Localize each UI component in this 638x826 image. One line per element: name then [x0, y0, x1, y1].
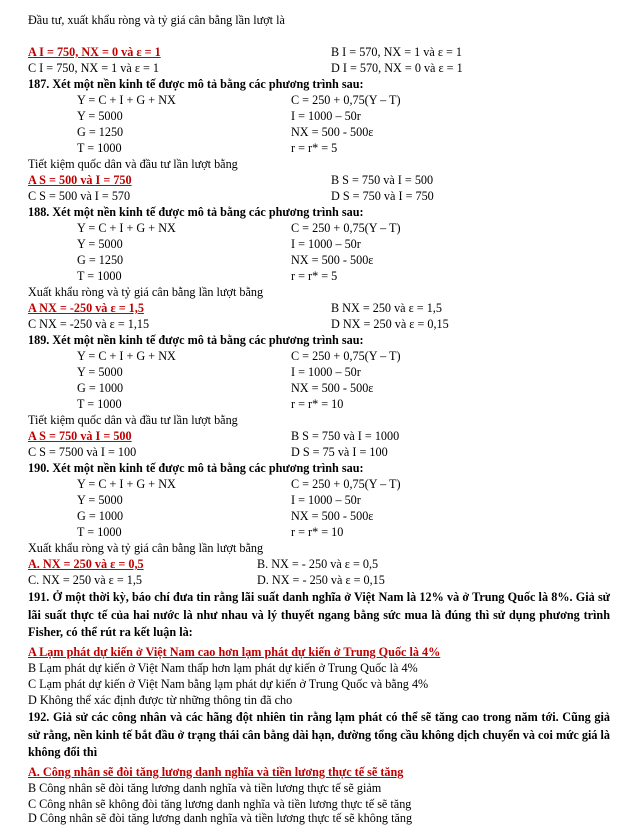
answer-option: B NX = 250 và ε = 1,5	[331, 301, 442, 315]
correct-answer: A Lạm phát dự kiến ở Việt Nam cao hơn lạm phát dự kiến ở Trung Quốc là 4%	[28, 645, 441, 659]
answer-option: B S = 750 và I = 1000	[291, 429, 400, 443]
document-page: Đầu tư, xuất khẩu ròng và tỷ giá cân bằng lần lượt là A I = 750, NX = 0 và ε = 1 B I = 570, NX = 1 và ε = 1 C I = 750, NX = 1 và ε = 1 D I = 570, NX = 0 và ε = 1 187. Xét một nền kinh tế được mô tả bằng các phương trình sau: Y = C + I + G + NX C = 250 + 0,75(Y – T) Y = 5000 I = 1000 – 50r G = 1250 NX = 500 - 500ε T = 1000 r = r* = 5 Tiết kiệm quốc dân và đầu tư lần lượt bằng A S = 500 và I = 750 B S = 750 và I = 500 C S = 500 và I = 570 D S = 750 và I = 750 188. Xét một nền kinh tế được mô tả bằng các phương trình sau: Y = C + I + G + NX C = 250 + 0,75(Y – T) Y = 5000 I = 1000 – 50r G = 1250 NX = 500 - 500ε T = 1000 r = r* = 5 Xuất khẩu ròng và tỷ giá cân bằng lần lượt bằng A NX = -250 và ε = 1,5 B NX = 250 và ε = 1,5 C NX = -250 và ε = 1,15 D NX = 250 và ε = 0,15 189. Xét một nền kinh tế được mô tả bằng các phương trình sau: Y = C + I + G + NX C = 250 + 0,75(Y – T) Y = 5000 I = 1000 – 50r G = 1000 NX = 500 - 500ε T = 1000 r = r* = 10 Tiết kiệm quốc dân và đầu tư lần lượt bằng A S = 750 và I = 500 B S = 750 và I = 1000 C S = 7500 và I = 100 D S = 75 và I = 100 190. Xét một nền kinh tế được mô tả bằng các phương trình sau: Y = C + I + G + NX C = 250 + 0,75(Y – T) Y = 5000 I = 1000 – 50r G = 1000 NX = 500 - 500ε T = 1000 r = r* = 10 Xuất khẩu ròng và tỷ giá cân bằng lần lượt bằng A. NX = 250 và ε = 0,5 B. NX = - 250 và ε = 0,5 C. NX = 250 và ε = 1,5 D. NX = - 250 và ε = 0,15 191. Ở một thời kỳ, báo chí đưa tin rằng lãi suất danh nghĩa ở Việt Nam là 12% và ở Trung Quốc là 8%. Giả sử lãi suất thực tế của hai nước là như nhau và lý thuyết ngang bằng sức mua là đúng thì sử dụng phương trình Fisher, có thể rút ra kết luận là: A Lạm phát dự kiến ở Việt Nam cao hơn lạm phát dự kiến ở Trung Quốc là 4% B Lạm phát dự kiến ở Việt Nam thấp hơn lạm phát dự kiến ở Trung Quốc là 4% C Lạm phát dự kiến ở Việt Nam bằng lạm phát dự kiến ở Trung Quốc và bằng 4% D Không thể xác định được từ những thông tin đã cho 192. Giả sử các công nhân và các hãng đột nhiên tin rằng lạm phát có thể sẽ tăng cao trong năm tới. Cũng giả sử rằng, nền kinh tế bắt đầu ở trạng thái cân bằng dài hạn, đường tổng cầu không dịch chuyển và coi mức giá là không đổi thì A. Công nhân sẽ đòi tăng lương danh nghĩa và tiền lương thực tế sẽ tăng B Công nhân sẽ đòi tăng lương danh nghĩa và tiền lương thực tế sẽ giảm C Công nhân sẽ không đòi tăng lương danh nghĩa và tiền lương thực tế sẽ tăng D Công nhân sẽ đòi tăng lương danh nghĩa và tiền lương thực tế sẽ không tăng	[28, 13, 610, 825]
answer-option: B Lạm phát dự kiến ở Việt Nam thấp hơn lạm phát dự kiến ở Trung Quốc là 4%	[28, 661, 418, 675]
answer-option: D Công nhân sẽ đòi tăng lương danh nghĩa và tiền lương thực tế sẽ không tăng	[28, 811, 413, 825]
answer-option: C S = 7500 và I = 100	[28, 445, 137, 459]
answer-option: D Không thể xác định được từ những thông tin đã cho	[28, 693, 293, 707]
correct-answer: A S = 500 và I = 750	[28, 173, 132, 187]
answer-option: C Lạm phát dự kiến ở Việt Nam bằng lạm phát dự kiến ở Trung Quốc và bằng 4%	[28, 677, 429, 691]
answer-option: D I = 570, NX = 0 và ε = 1	[331, 61, 463, 75]
correct-answer: A. Công nhân sẽ đòi tăng lương danh nghĩa và tiền lương thực tế sẽ tăng	[28, 765, 404, 779]
question-title: 192. Giả sử các công nhân và các hãng đột nhiên tin rằng lạm phát có thể sẽ tăng cao trong năm tới. Cũng giả sử rằng, nền kinh tế bắt đầu ở trạng thái cân bằng dài hạn, đường tổng cầu không dịch chuyển và coi mức giá là không đổi thì	[28, 710, 610, 759]
correct-answer: A S = 750 và I = 500	[28, 429, 132, 443]
answer-option: B S = 750 và I = 500	[331, 173, 434, 187]
answer-option: D S = 75 và I = 100	[291, 445, 388, 459]
answer-option: B. NX = - 250 và ε = 0,5	[257, 557, 379, 571]
correct-answer: A NX = -250 và ε = 1,5	[28, 301, 144, 315]
answer-option: C I = 750, NX = 1 và ε = 1	[28, 61, 160, 75]
correct-answer: A. NX = 250 và ε = 0,5	[28, 557, 144, 571]
answer-option: C. NX = 250 và ε = 1,5	[28, 573, 142, 587]
answer-option: B Công nhân sẽ đòi tăng lương danh nghĩa và tiền lương thực tế sẽ giảm	[28, 781, 382, 795]
answer-option: D. NX = - 250 và ε = 0,15	[257, 573, 385, 587]
answer-option: B I = 570, NX = 1 và ε = 1	[331, 45, 463, 59]
question-title: 191. Ở một thời kỳ, báo chí đưa tin rằng lãi suất danh nghĩa ở Việt Nam là 12% và ở Trung Quốc là 8%. Giả sử lãi suất thực tế của hai nước là như nhau và lý thuyết ngang bằng sức mua là đúng thì sử dụng phương trình Fisher, có thể rút ra kết luận là:	[28, 590, 610, 639]
answer-option: D NX = 250 và ε = 0,15	[331, 317, 449, 331]
answer-option: C NX = -250 và ε = 1,15	[28, 317, 150, 331]
answer-option: D S = 750 và I = 750	[331, 189, 434, 203]
answer-option: C Công nhân sẽ không đòi tăng lương danh nghĩa và tiền lương thực tế sẽ tăng	[28, 797, 412, 811]
correct-answer: A I = 750, NX = 0 và ε = 1	[28, 45, 161, 59]
answer-option: C S = 500 và I = 570	[28, 189, 131, 203]
